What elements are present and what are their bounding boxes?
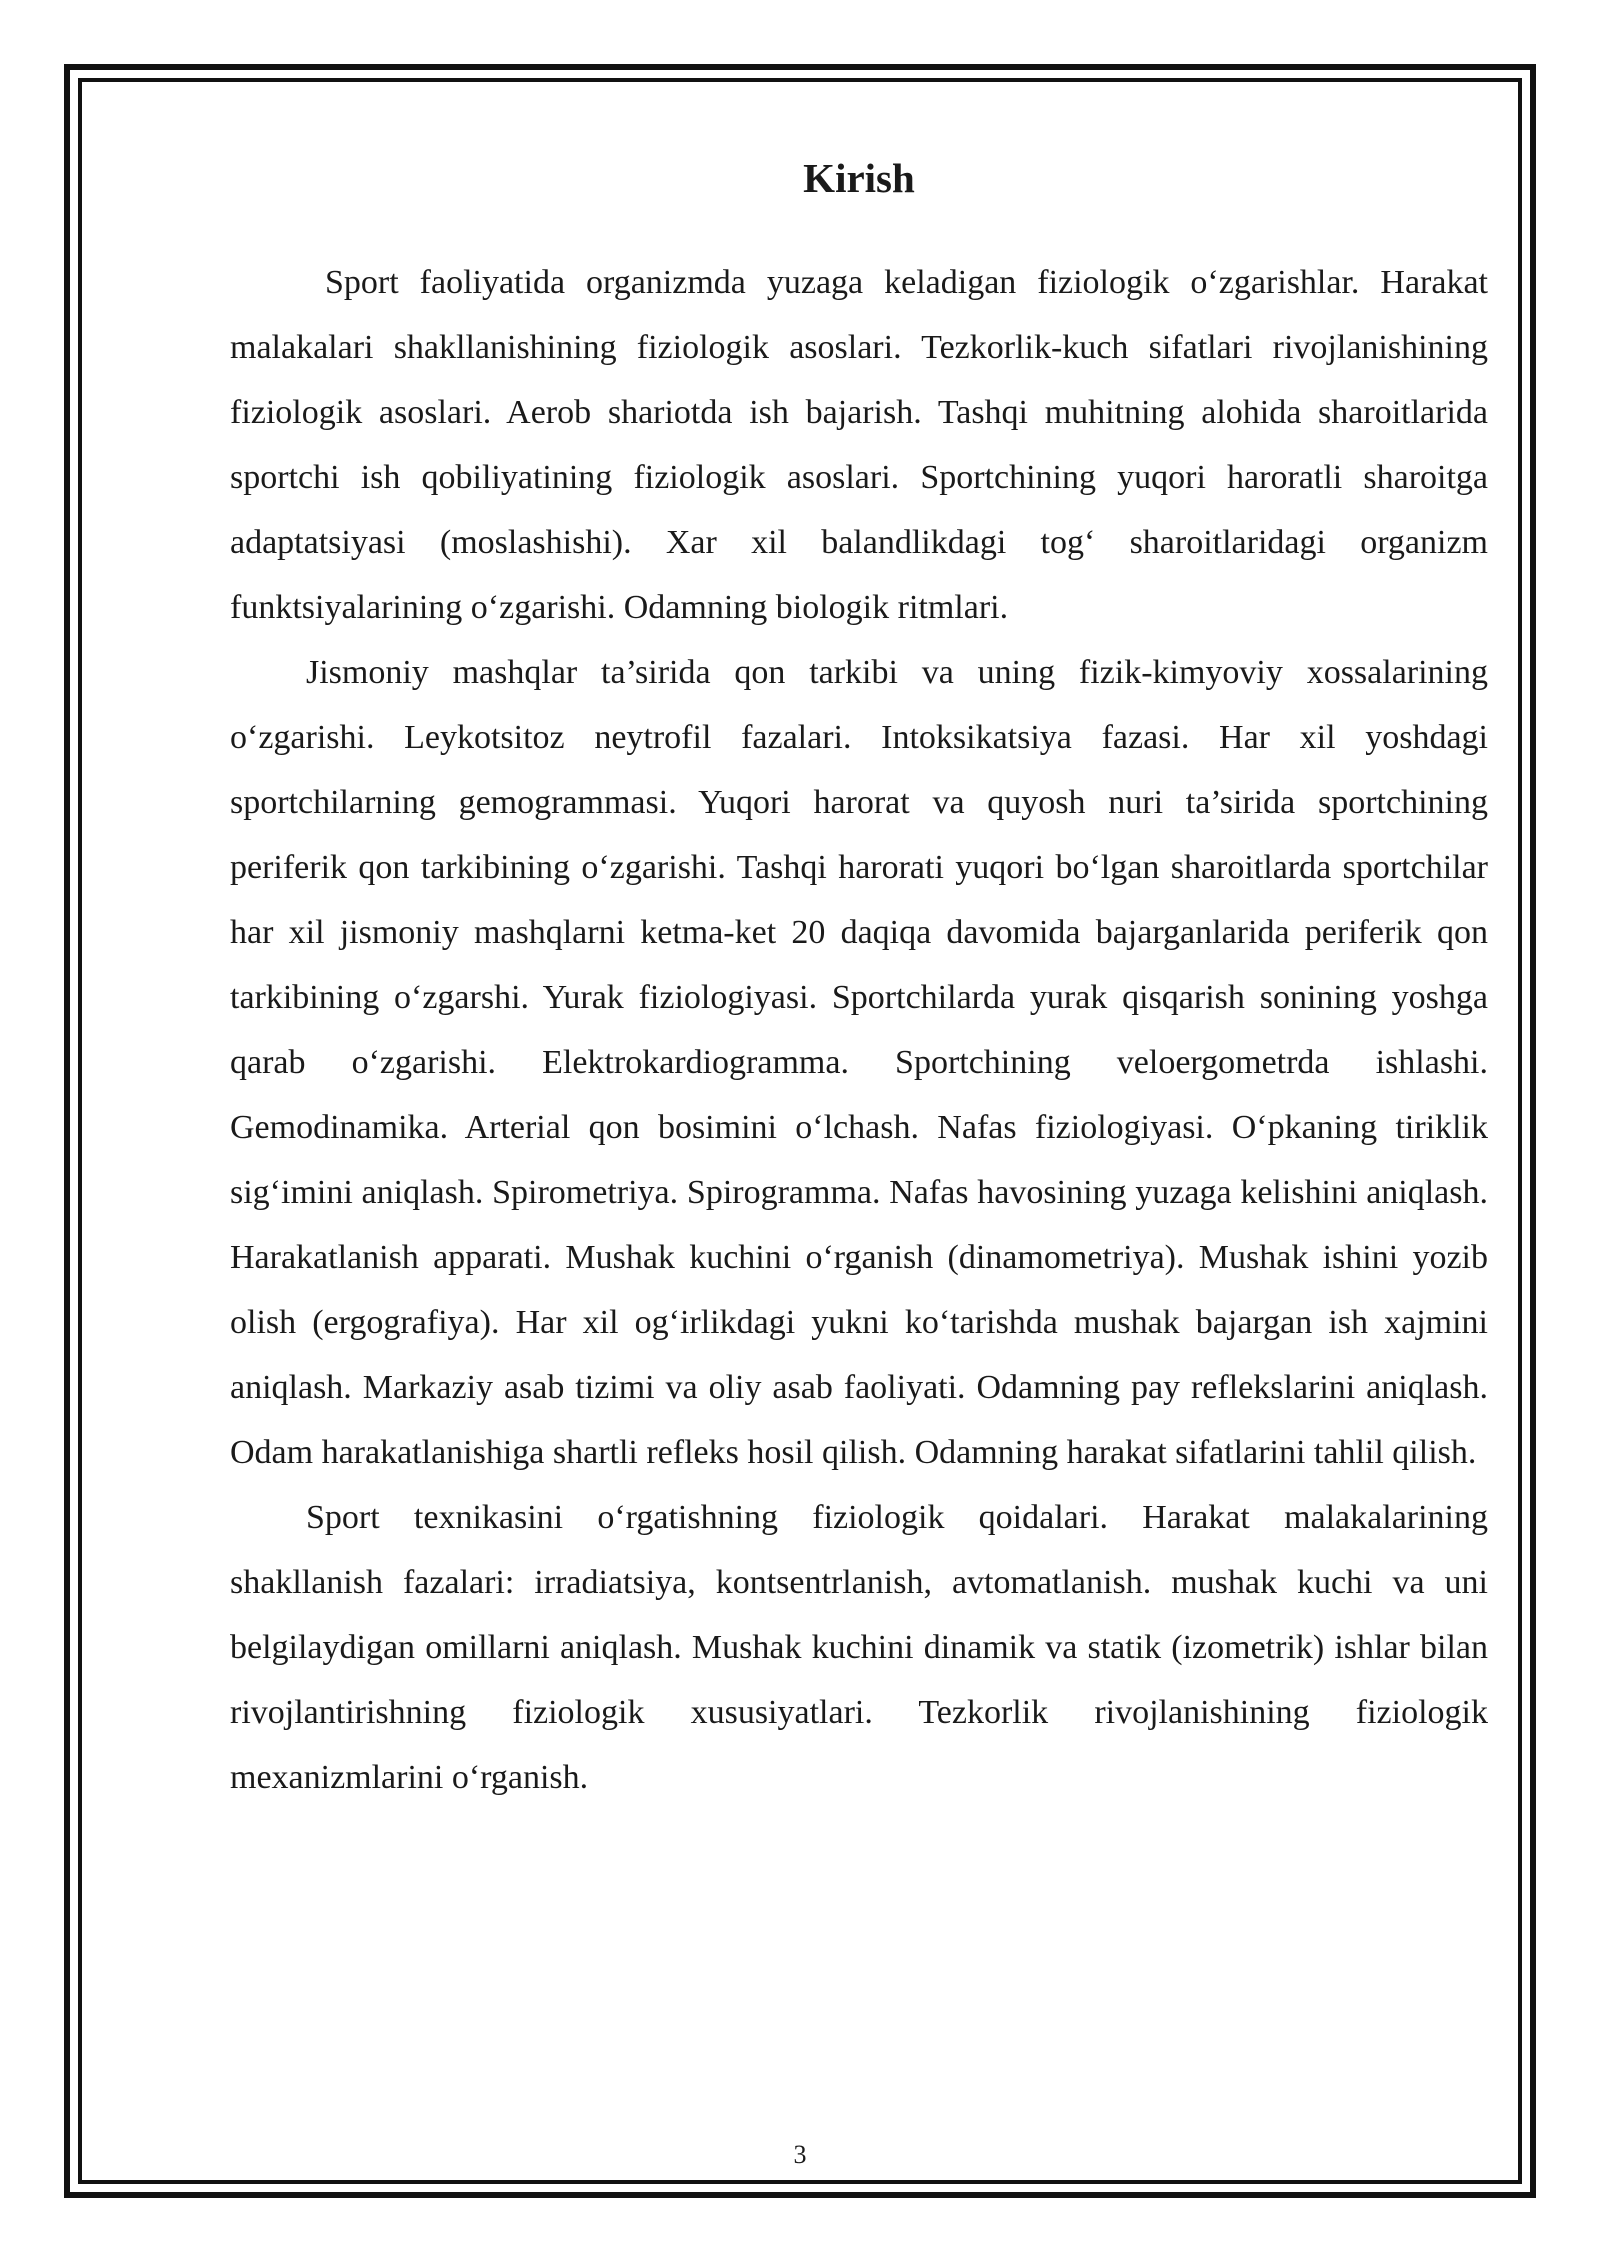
paragraph-3: Sport texnikasini o‘rgatishning fiziologik qoidalari. Harakat malakalarining shakllanish fazalari: irradiatsiya, kontsentrlanish, avtomatlanish. mushak kuchi va uni belgilaydigan omillarni aniqlash. Mushak kuchini dinamik va statik (izometrik) ishlar bilan rivojlantirishning fiziologik xususiyatlari. Tezkorlik rivojlanishining fiziologik mexanizmlarini o‘rganish.: [230, 1499, 1488, 1796]
paragraph-2: Jismoniy mashqlar ta’sirida qon tarkibi va uning fizik-kimyoviy xossalarining o‘zgarishi. Leykotsitoz neytrofil fazalari. Intoksikatsiya fazasi. Har xil yoshdagi sportchilarning gemogrammasi. Yuqori harorat va quyosh nuri ta’sirida sportchining periferik qon tarkibining o‘zgarishi. Tashqi harorati yuqori bo‘lgan sharoitlarda sportchilar har xil jismoniy mashqlarni ketma-ket 20 daqiqa davomida bajarganlarida periferik qon tarkibining o‘zgarshi. Yurak fiziologiyasi. Sportchilarda yurak qisqarish sonining yoshga qarab o‘zgarishi. Elektrokardiogramma. Sportchining veloergometrda ishlashi. Gemodinamika. Arterial qon bosimini o‘lchash. Nafas fiziologiyasi. O‘pkaning tiriklik sig‘imini aniqlash. Spirometriya. Spirogramma. Nafas havosining yuzaga kelishini aniqlash. Harakatlanish apparati. Mushak kuchini o‘rganish (dinamometriya). Mushak ishini yozib olish (ergografiya). Har xil og‘irlikdagi yukni ko‘tarishda mushak bajargan ish xajmini aniqlash. Markaziy asab tizimi va oliy asab faoliyati. Odamning pay reflekslarini aniqlash. Odam harakatlanishiga shartli refleks hosil qilish. Odamning harakat sifatlarini tahlil qilish.: [230, 654, 1488, 1471]
paragraph-1: Sport faoliyatida organizmda yuzaga keladigan fiziologik o‘zgarishlar. Harakat malakalari shakllanishining fiziologik asoslari. Tezkorlik-kuch sifatlari rivojlanishining fiziologik asoslari. Aerob shariotda ish bajarish. Tashqi muhitning alohida sharoitlarida sportchi ish qobiliyatining fiziologik asoslari. Sportchining yuqori haroratli sharoitga adaptatsiyasi (moslashishi). Xar xil balandlikdagi tog‘ sharoitlaridagi organizm funktsiyalarining o‘zgarishi. Odamning biologik ritmlari.: [230, 264, 1488, 626]
page-content: [230, 150, 1488, 1810]
page-title: Kirish: [803, 155, 915, 201]
page-number: 3: [793, 2140, 807, 2169]
